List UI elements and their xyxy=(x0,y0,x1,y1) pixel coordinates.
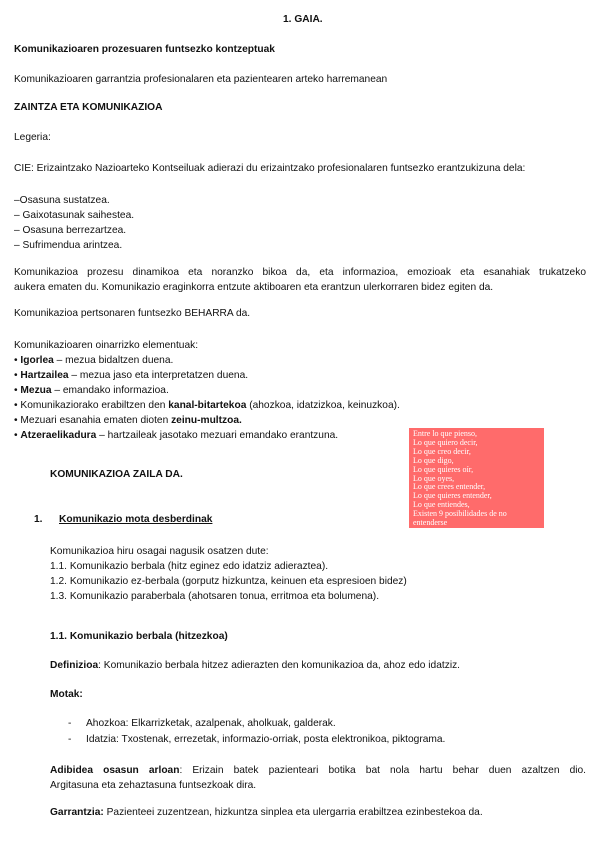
note-line: Lo que crees entender, xyxy=(413,482,486,492)
bullet-icon: • xyxy=(14,355,18,366)
note-line: Lo que quieres oír, xyxy=(413,464,474,474)
note-line: entenderse xyxy=(413,518,448,528)
bullet-icon: • xyxy=(14,430,18,441)
element-desc: – emandako informazioa. xyxy=(51,385,169,396)
duties-list xyxy=(14,193,134,253)
dash-icon: - xyxy=(68,734,72,745)
paragraph-line: Argitasuna eta zehaztasuna funtsezkoak dira. xyxy=(50,780,257,791)
list-item xyxy=(14,353,400,368)
note-line: Lo que oyes, xyxy=(413,473,455,483)
types-heading: Komunikazio mota desberdinak xyxy=(59,514,213,525)
need-text: Komunikazioa pertsonaren funtsezko BEHARRA da. xyxy=(14,308,251,319)
element-term: kanal-bitartekoa xyxy=(168,400,247,411)
types-block xyxy=(50,544,407,604)
element-prefix: Komunikaziorako erabiltzen den xyxy=(20,400,169,411)
element-term: Atzeraelikadura xyxy=(20,430,97,441)
list-item xyxy=(14,398,400,413)
example-body: : Erizain batek pazienteari botika bat nola hartu behar duen azaltzen dio. xyxy=(179,765,587,776)
list-item xyxy=(14,383,400,398)
difficult-heading: KOMUNIKAZIOA ZAILA DA. xyxy=(50,469,183,480)
process-paragraph xyxy=(14,265,586,295)
elements-heading: Komunikazioaren oinarrizko elementuak: xyxy=(14,340,199,351)
element-desc: – hartzaileak jasotako mezuari emandako erantzuna. xyxy=(96,430,339,441)
list-item xyxy=(14,413,400,428)
page-title: 1. GAIA. xyxy=(283,14,323,25)
list-item: – Gaixotasunak saihestea. xyxy=(14,210,135,221)
element-desc: – mezua jaso eta interpretatzen duena. xyxy=(68,370,249,381)
definition-body: : Komunikazio berbala hitzez adierazten den komunikazioa da, ahoz edo idatziz. xyxy=(98,660,461,671)
cie-text: CIE: Erizaintzako Nazioarteko Kontseiluak adierazi du erizaintzako profesionalaren funtsezko erantzukizuna dela: xyxy=(14,163,526,174)
note-line: Entre lo que pienso, xyxy=(413,429,477,438)
importance-body: Pazienteei zuzentzean, hizkuntza sinplea eta ulergarria erabiltzea ezinbestekoa da. xyxy=(103,807,483,818)
section-heading: ZAINTZA ETA KOMUNIKAZIOA xyxy=(14,102,163,113)
list-item: 1.1. Komunikazio berbala (hitz eginez edo idatziz adieraztea). xyxy=(50,561,329,572)
types-intro: Komunikazioa hiru osagai nagusik osatzen dute: xyxy=(50,546,269,557)
importance-label: Garrantzia: xyxy=(50,807,104,818)
bullet-icon: • xyxy=(14,415,18,426)
elements-block xyxy=(14,338,400,443)
note-line: Existen 9 posibilidades de no xyxy=(413,509,507,519)
bullet-icon: • xyxy=(14,400,18,411)
bullet-icon: • xyxy=(14,370,18,381)
list-item xyxy=(14,428,400,443)
element-desc: (ahozkoa, idatzizkoa, keinuzkoa). xyxy=(246,400,400,411)
element-term: Hartzailea xyxy=(20,370,69,381)
note-line: Lo que digo, xyxy=(413,455,454,465)
list-item: –Osasuna sustatzea. xyxy=(14,195,110,206)
legeria-label: Legeria: xyxy=(14,132,51,143)
list-item: 1.2. Komunikazio ez-berbala (gorputz hizkuntza, keinuen eta espresioen bidez) xyxy=(50,576,407,587)
intro-text: Komunikazioaren garrantzia profesionalaren eta pazientearen arteko harremanean xyxy=(14,74,388,85)
list-item: Ahozkoa: Elkarrizketak, azalpenak, aholkuak, galderak. xyxy=(86,718,336,729)
paragraph-line: aukera ematen du. Komunikazio eraginkorra entzute aktiboaren eta erantzun ulerkorraren bidez egiten da. xyxy=(14,282,494,293)
kinds-label: Motak: xyxy=(50,689,83,700)
bullet-icon: • xyxy=(14,385,18,396)
verbal-heading: 1.1. Komunikazio berbala (hitzezkoa) xyxy=(50,631,228,642)
dash-icon: - xyxy=(68,718,72,729)
list-item xyxy=(14,368,400,383)
note-line: Lo que creo decir, xyxy=(413,446,471,456)
list-item: – Osasuna berrezartzea. xyxy=(14,225,127,236)
note-line: Lo que entiendes, xyxy=(413,500,470,510)
element-term: Igorlea xyxy=(20,355,54,366)
element-term: Mezua xyxy=(20,385,52,396)
element-prefix: Mezuari esanahia ematen dioten xyxy=(20,415,172,426)
example-label: Adibidea osasun arloan xyxy=(50,765,180,776)
note-line: Lo que quiero decir, xyxy=(413,437,478,447)
list-item: Idatzia: Txostenak, errezetak, informazio-orriak, posta elektronikoa, piktograma. xyxy=(86,734,446,745)
definition-text xyxy=(50,660,460,671)
element-term: zeinu-multzoa. xyxy=(171,415,242,426)
note-line: Lo que quieres entender, xyxy=(413,491,492,501)
example-paragraph xyxy=(50,763,586,793)
subtitle: Komunikazioaren prozesuaren funtsezko kontzeptuak xyxy=(14,44,275,55)
importance-text xyxy=(50,807,483,818)
definition-label: Definizioa xyxy=(50,660,99,671)
types-number: 1. xyxy=(34,514,43,525)
list-item: 1.3. Komunikazio paraberbala (ahotsaren tonua, erritmoa eta bolumena). xyxy=(50,591,380,602)
paragraph-line xyxy=(50,763,586,778)
quote-note-box xyxy=(409,428,544,528)
element-desc: – mezua bidaltzen duena. xyxy=(53,355,174,366)
paragraph-line: Komunikazioa prozesu dinamikoa eta noranzko bikoa da, eta informazioa, emozioak eta esanahiak trukatzeko xyxy=(14,267,586,278)
list-item: – Sufrimendua arintzea. xyxy=(14,240,123,251)
